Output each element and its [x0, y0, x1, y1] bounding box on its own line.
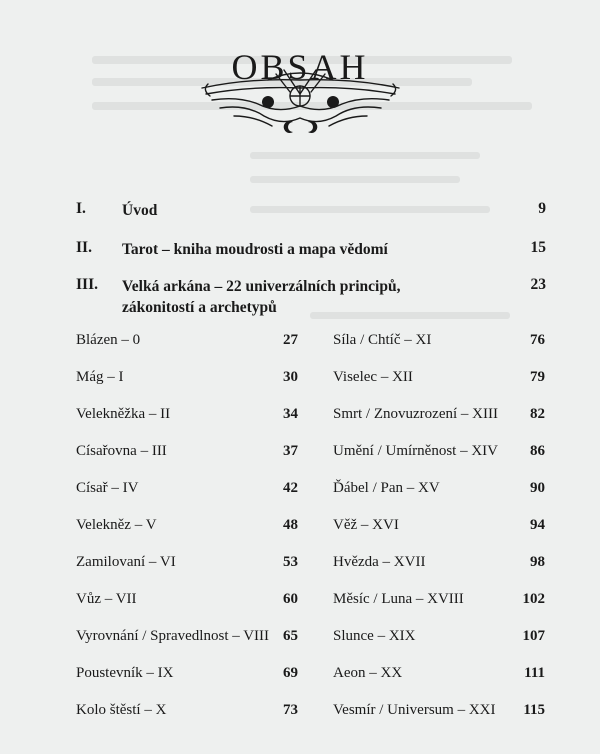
arcana-page: 86: [530, 443, 545, 459]
arcana-entry: [76, 443, 298, 463]
arcana-entry: [76, 517, 298, 537]
arcana-page: 79: [530, 369, 545, 385]
arcana-name: Aeon – XX: [333, 665, 403, 681]
arcana-page: 27: [283, 332, 298, 348]
arcana-name: Císař – IV: [76, 480, 139, 496]
arcana-name: Zamilovaní – VI: [76, 554, 176, 570]
arcana-entry: [76, 369, 298, 389]
entry-number: I.: [76, 200, 86, 217]
arcana-name: Císařovna – III: [76, 443, 167, 459]
arcana-entry: [333, 517, 545, 537]
arcana-name: Blázen – 0: [76, 332, 141, 348]
arcana-name: Poustevník – IX: [76, 665, 174, 681]
arcana-entry: [333, 591, 545, 611]
arcana-name: Věž – XVI: [333, 517, 399, 533]
arcana-name: Vyrovnání / Spravedlnost – VIII: [76, 628, 270, 644]
arcana-name: Kolo štěstí – X: [76, 702, 167, 718]
arcana-entry: [333, 554, 545, 574]
arcana-page: 53: [283, 554, 298, 570]
arcana-entry: [333, 332, 545, 352]
entry-number: II.: [76, 239, 92, 256]
arcana-name: Hvězda – XVII: [333, 554, 426, 570]
entry-title: Tarot – kniha moudrosti a mapa vědomí: [122, 241, 388, 258]
arcana-entry: [333, 665, 545, 685]
arcana-entry: [76, 480, 298, 500]
arcana-page: 90: [530, 480, 545, 496]
arcana-name: Síla / Chtíč – XI: [333, 332, 432, 348]
arcana-entry: [333, 702, 545, 722]
arcana-name: Umění / Umírněnost – XIV: [333, 443, 498, 459]
page-title: OBSAH: [231, 47, 369, 88]
arcana-entry: [76, 554, 298, 574]
arcana-name: Ďábel / Pan – XV: [333, 480, 440, 496]
arcana-page: 76: [530, 332, 545, 348]
arcana-name: Smrt / Znovuzrození – XIII: [333, 406, 498, 422]
arcana-page: 48: [283, 517, 298, 533]
arcana-page: 69: [283, 665, 298, 681]
arcana-page: 65: [283, 628, 298, 644]
arcana-name: Měsíc / Luna – XVIII: [333, 591, 464, 607]
arcana-name: Vesmír / Universum – XXI: [333, 702, 496, 718]
ornament-icon: [198, 66, 403, 136]
arcana-page: 60: [283, 591, 298, 607]
arcana-page: 94: [530, 517, 545, 533]
entry-number: III.: [76, 276, 98, 293]
arcana-name: Velekněžka – II: [76, 406, 171, 422]
arcana-entry: [76, 591, 298, 611]
arcana-entry: [76, 665, 298, 685]
arcana-entry: [76, 332, 298, 352]
arcana-page: 115: [523, 702, 545, 718]
arcana-entry: [333, 480, 545, 500]
arcana-page: 111: [524, 665, 545, 681]
entry-title: Velká arkána – 22 univerzálních principů, zákonitostí a archetypů: [122, 278, 401, 316]
arcana-name: Velekněz – V: [76, 517, 157, 533]
arcana-list-left: [76, 332, 298, 722]
arcana-entry: [76, 406, 298, 426]
arcana-entry: [76, 702, 298, 722]
entry-page: 23: [530, 276, 546, 293]
arcana-entry: [333, 369, 545, 389]
entry-page: 9: [538, 200, 546, 217]
arcana-page: 73: [283, 702, 298, 718]
arcana-name: Vůz – VII: [76, 591, 137, 607]
arcana-page: 30: [283, 369, 298, 385]
arcana-name: Slunce – XIX: [333, 628, 416, 644]
entry-title: Úvod: [122, 202, 158, 219]
arcana-page: 82: [530, 406, 545, 422]
arcana-page: 98: [530, 554, 545, 570]
arcana-entry: [333, 443, 545, 463]
arcana-page: 37: [283, 443, 298, 459]
arcana-list-right: [333, 332, 545, 722]
arcana-entry: [76, 628, 298, 648]
entry-page: 15: [530, 239, 546, 256]
arcana-page: 34: [283, 406, 298, 422]
arcana-name: Viselec – XII: [333, 369, 413, 385]
arcana-entry: [333, 628, 545, 648]
arcana-page: 102: [522, 591, 545, 607]
arcana-page: 42: [283, 480, 298, 496]
arcana-entry: [333, 406, 545, 426]
arcana-name: Mág – I: [76, 369, 124, 385]
arcana-page: 107: [522, 628, 545, 644]
